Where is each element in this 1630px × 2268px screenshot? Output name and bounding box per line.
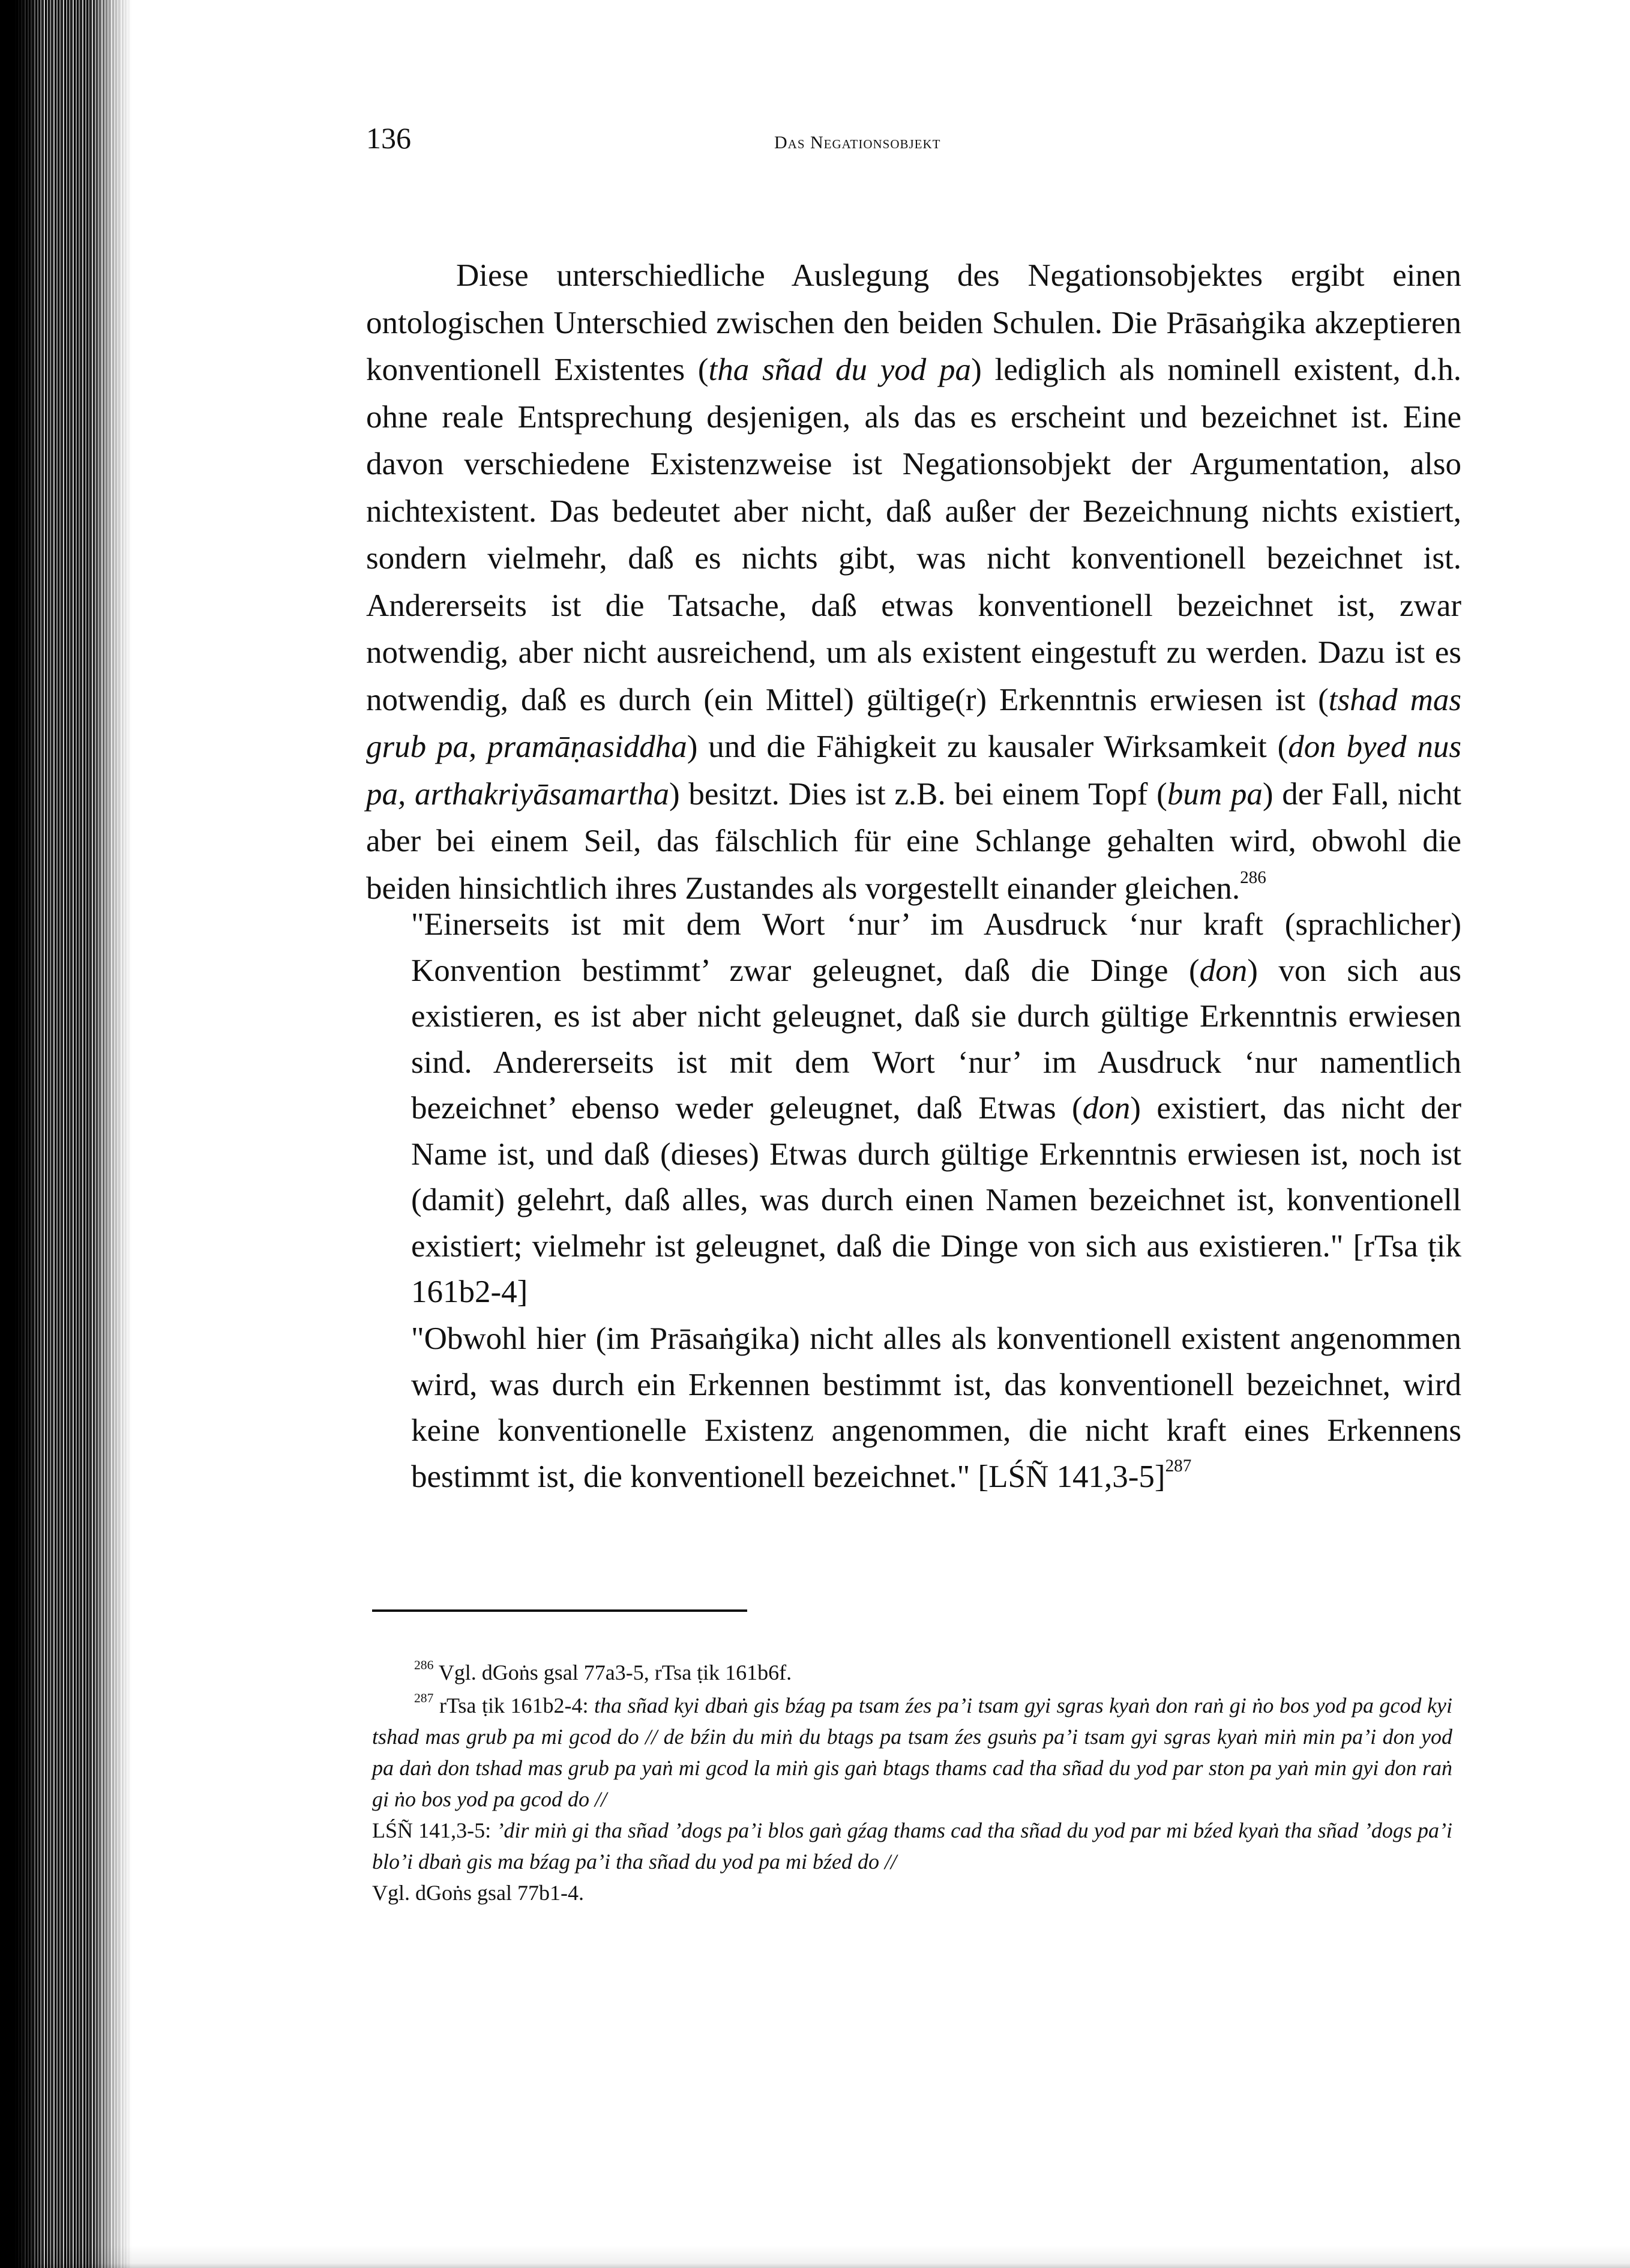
term-italic: tha sñad du yod pa [708, 352, 972, 387]
text-run: ) besitzt. Dies ist z.B. bei einem Topf ( [669, 776, 1167, 812]
text-run: ) lediglich als nominell existent, d.h. ohne reale Entsprechung desjenigen, als das es erscheint und bezeichnet ist. Eine davon verschiedene Existenzweise ist Negationsobjekt der Argumentation, also nichtexistent. Das bedeutet aber nicht, daß außer der Bezeichnung nichts existiert, sondern vielmehr, daß es nichts gibt, was nicht konventionell bezeichnet ist. Andererseits ist die Tatsache, daß etwas konventionell bezeichnet ist, zwar notwendig, aber nicht ausreichend, um als existent eingestuft zu werden. Dazu ist es notwendig, daß es durch (ein Mittel) gültige(r) Erkenntnis erwiesen ist ( [366, 352, 1461, 717]
block-quote [411, 902, 1461, 1315]
term-italic: bum pa [1167, 776, 1263, 812]
tibetan-quote: tha sñad kyi dbaṅ gis bźag pa tsam źes pa’i tsam gyi sgras kyaṅ don raṅ gi ṅo bos yod pa gcod kyi tshad mas grub pa mi gcod do // de bźin du miṅ du btags pa tsam źes gsuṅs pa’i tsam gyi sgras kyaṅ miṅ min pa’i don yod pa daṅ don tshad mas grub pa yaṅ mi gcod la miṅ gis gaṅ btags thams cad tha sñad du yod par ston pa yaṅ min gyi don raṅ gi ṅo bos yod pa gcod do // [372, 1693, 1453, 1811]
tibetan-quote: ’dir miṅ gi tha sñad ’dogs pa’i blos gaṅ gźag thams cad tha sñad du yod par mi bźed kyaṅ tha sñad ’dogs pa’i blo’i dbaṅ gis ma bźag pa’i tha sñad du yod pa mi bźed do // [372, 1818, 1452, 1874]
page-number: 136 [366, 121, 411, 155]
footnote-source: LŚÑ 141,3-5: [372, 1818, 497, 1842]
text-run: "Obwohl hier (im Prāsaṅgika) nicht alles als konventionell existent angenommen wird, was durch ein Erkennen bestimmt ist, das konventionell bezeichnet, wird keine konventionelle Existenz angenommen, die nicht kraft eines Erkennens bestimmt ist, die konventionell bezeichnet." [LŚÑ 141,3-5] [411, 1321, 1461, 1494]
text-run: ) und die Fähigkeit zu kausaler Wirksamkeit ( [687, 729, 1289, 764]
footnote-ref-286[interactable]: 286 [1240, 867, 1266, 887]
block-quote [411, 1316, 1461, 1500]
running-title: Das Negationsobjekt [774, 133, 941, 152]
body-paragraph [366, 252, 1461, 912]
footnote-286 [414, 1657, 1452, 1688]
book-spine-shadow [0, 0, 42, 2268]
term-italic: don [1082, 1091, 1131, 1126]
text-run: "Einerseits ist mit dem Wort ‘nur’ im Ausdruck ‘nur kraft (sprachlicher) Konvention bestimmt’ zwar geleugnet, daß die Dinge ( [411, 907, 1461, 988]
footnote-text: Vgl. dGoṅs gsal 77a3-5, rTsa ṭik 161b6f. [438, 1660, 792, 1684]
text-run: ) existiert, das nicht der Name ist, und daß (dieses) Etwas durch gültige Erkenntnis erwiesen ist, noch ist (damit) gelehrt, daß alles, was durch einen Namen bezeichnet ist, konventionell existiert; vielmehr ist geleugnet, daß die Dinge von sich aus existieren." [rTsa ṭik 161b2-4] [411, 1091, 1462, 1309]
term-italic: tshad mas grub pa, pramāṇasiddha [366, 682, 1461, 764]
term-italic: don byed nus pa, arthakriyāsamartha [366, 729, 1461, 812]
footnote-text: Vgl. dGoṅs gsal 77b1-4. [372, 1881, 584, 1905]
text-run: Diese unterschiedliche Auslegung des Negationsobjektes ergibt einen ontologischen Unterschied zwischen den beiden Schulen. Die Prāsaṅgika akzeptieren konventionell Existentes ( [366, 258, 1461, 387]
page-bottom-edge [0, 2245, 1630, 2268]
text-run: ) der Fall, nicht aber bei einem Seil, das fälschlich für eine Schlange gehalten wird, obwohl die beiden hinsichtlich ihres Zustandes als vorgestellt einander gleichen. [366, 776, 1461, 906]
footnote-mark: 286 [414, 1657, 434, 1672]
term-italic: don [1199, 953, 1248, 988]
footnote-mark: 287 [414, 1690, 434, 1706]
footnote-ref-287[interactable]: 287 [1165, 1456, 1192, 1476]
footnote-287 [372, 1690, 1452, 1908]
footnote-source: rTsa ṭik 161b2-4: [439, 1693, 595, 1718]
text-run: ) von sich aus existieren, es ist aber nicht geleugnet, daß sie durch gültige Erkenntnis erwiesen sind. Andererseits ist mit dem Wort ‘nur’ im Ausdruck ‘nur namentlich bezeichnet’ ebenso weder geleugnet, daß Etwas ( [411, 953, 1461, 1126]
footnote-separator [372, 1609, 747, 1612]
